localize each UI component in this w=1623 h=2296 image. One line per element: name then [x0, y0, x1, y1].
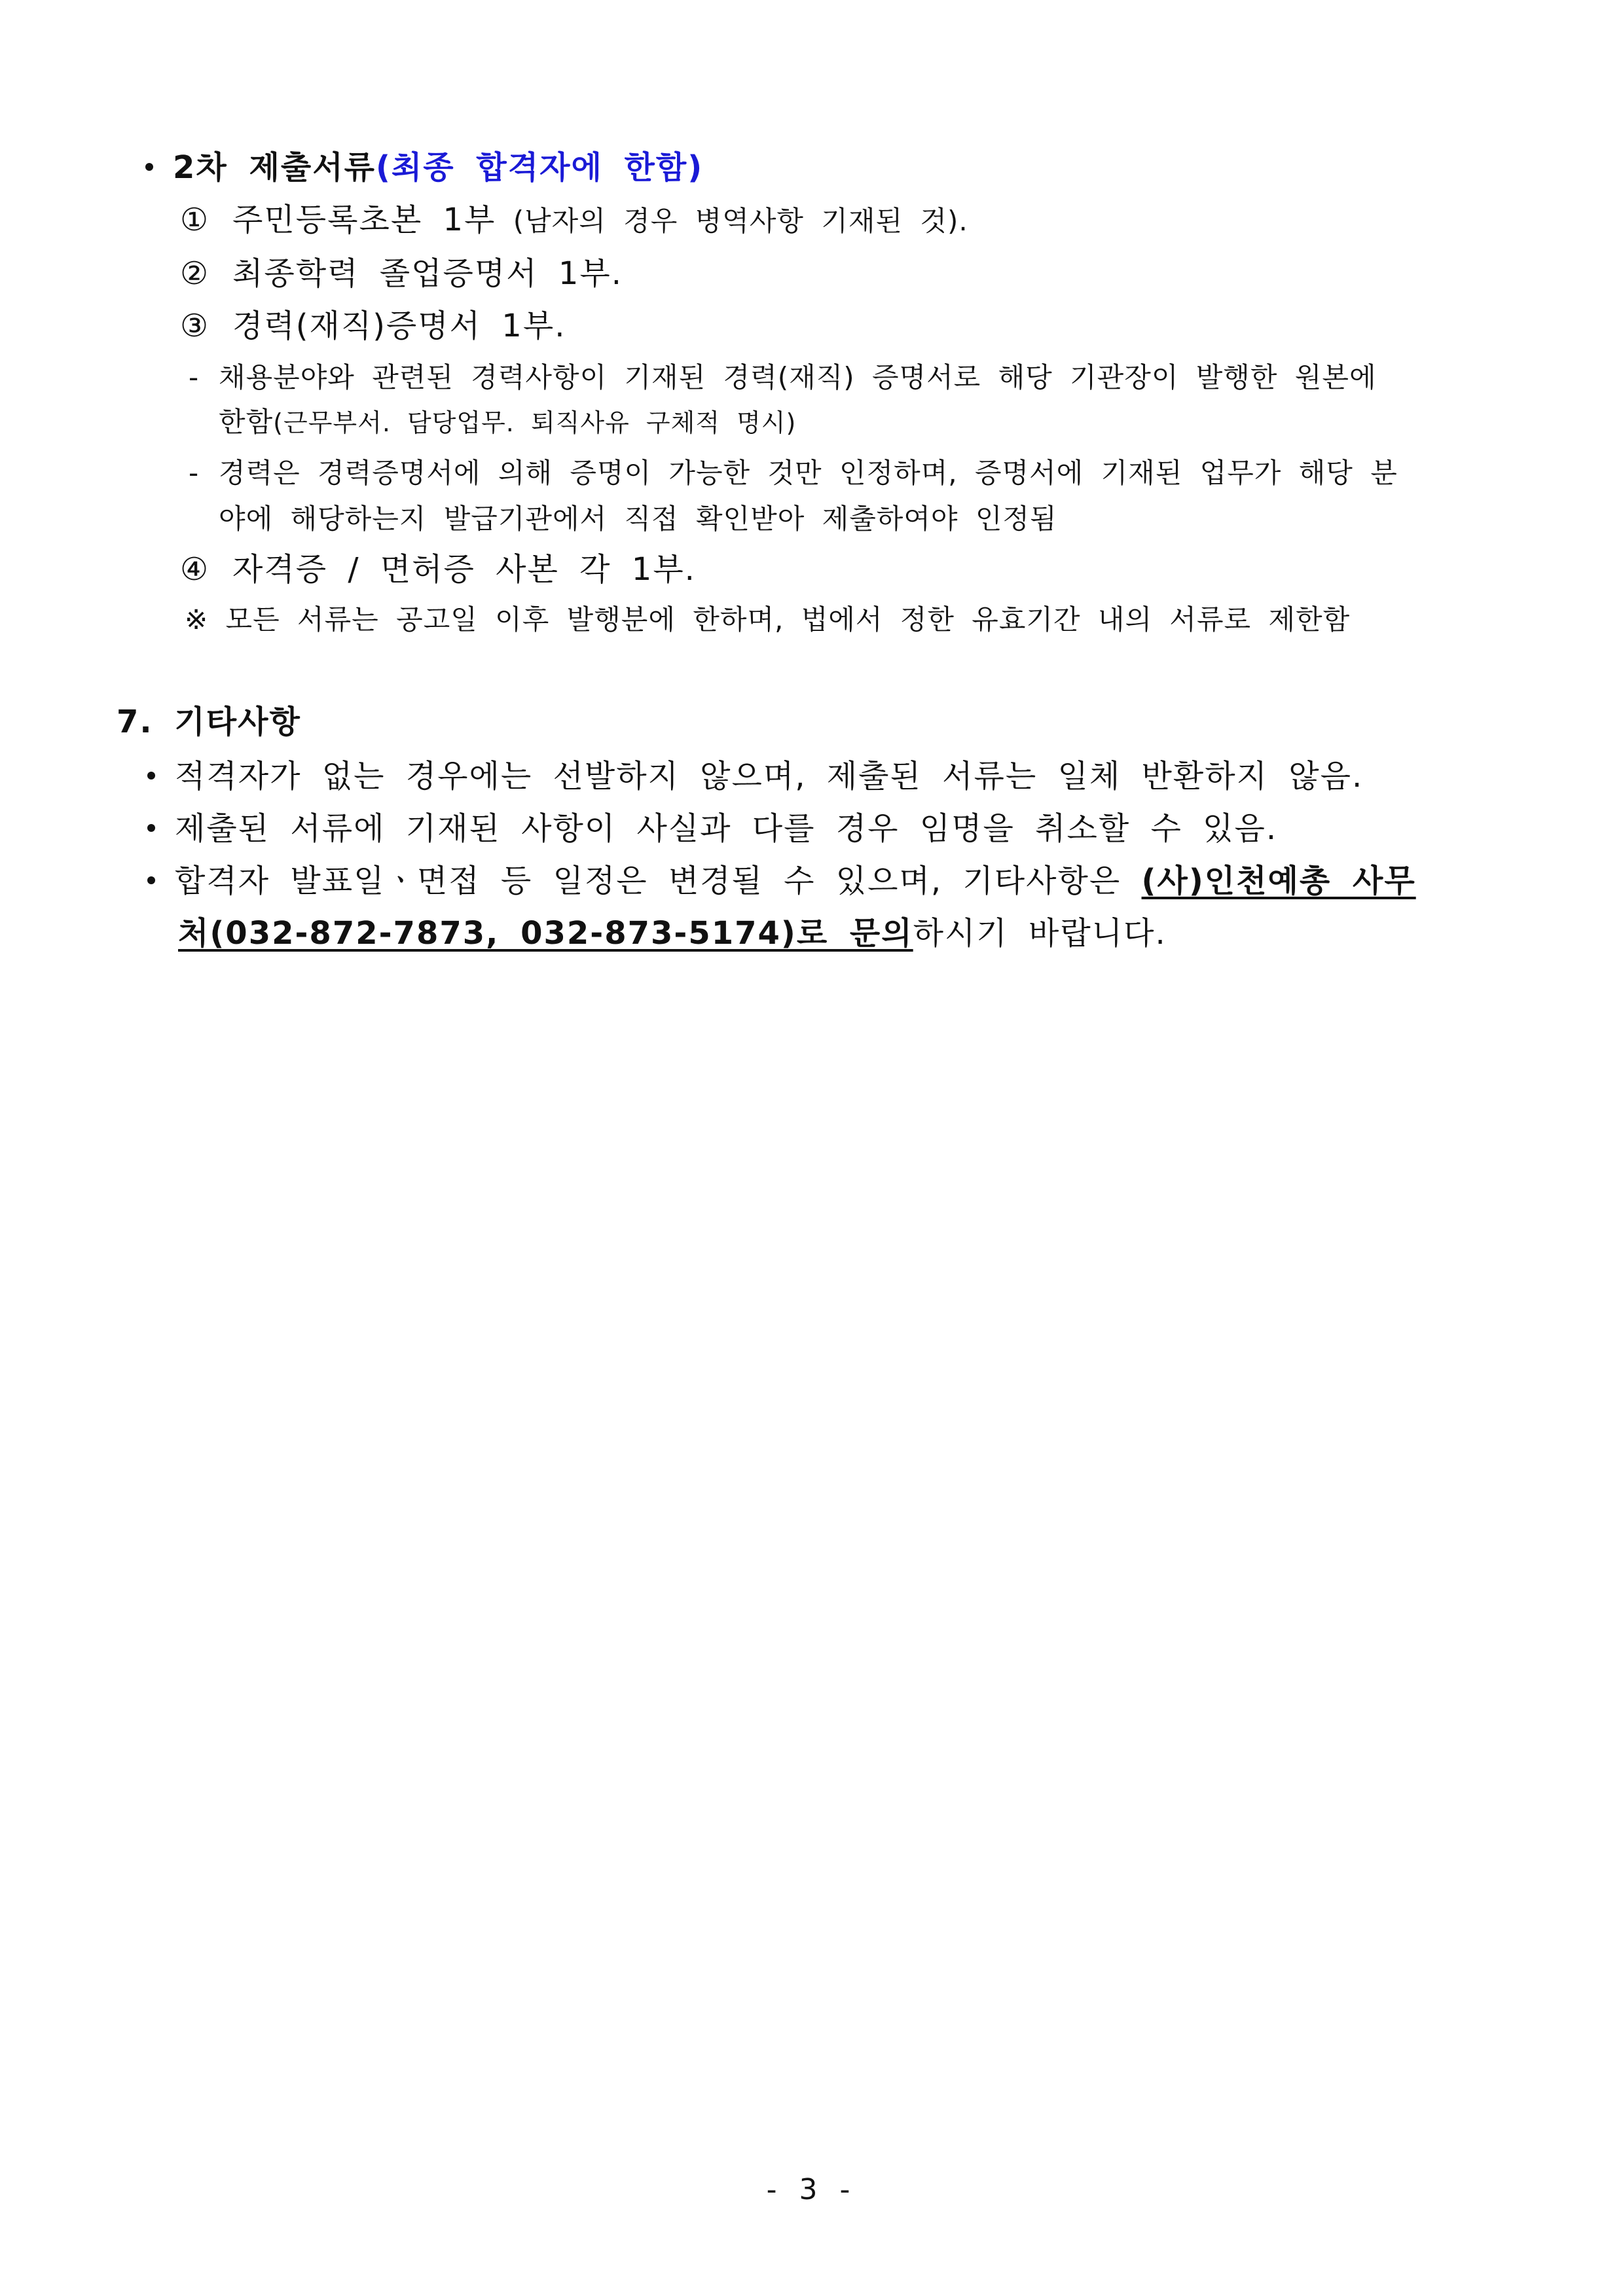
bullet-icon — [145, 163, 153, 171]
section-7-bullet-3-line2: 처(032-872-7873, 032-873-5174)로 문의하시기 바랍니다. — [178, 915, 1167, 952]
sub-item-1-line2: 한함(근무부서. 담당업무. 퇴직사유 구체적 명시) — [219, 406, 797, 438]
item-3: ③ 경력(재직)증명서 1부. — [180, 308, 566, 344]
section-7-bullet-1: 적격자가 없는 경우에는 선발하지 않으며, 제출된 서류는 일체 반환하지 않음. — [147, 758, 1363, 796]
bullet-icon — [147, 824, 155, 832]
contact-phone: 처(032-872-7873, 032-873-5174)로 문의 — [178, 915, 913, 952]
documents-heading — [145, 149, 703, 187]
documents-note: ※ 모든 서류는 공고일 이후 발행분에 한하며, 법에서 정한 유효기간 내의 서류로 제한함 — [185, 603, 1351, 636]
bullet-icon — [147, 772, 155, 780]
bullet-icon — [147, 876, 155, 884]
sub-item-2-line1: - 경력은 경력증명서에 의해 증명이 가능한 것만 인정하며, 증명서에 기재된 업무가 해당 분 — [189, 457, 1398, 489]
contact-office: (사)인천예총 사무 — [1141, 863, 1416, 899]
sub-item-1-line1: - 채용분야와 관련된 경력사항이 기재된 경력(재직) 증명서로 해당 기관장이 발행한 원본에 — [189, 361, 1377, 393]
item-1: ① 주민등록초본 1부 (남자의 경우 병역사항 기재된 것). — [180, 202, 968, 238]
item-2: ② 최종학력 졸업증명서 1부. — [180, 255, 623, 292]
sub-item-2-line2: 야에 해당하는지 발급기관에서 직접 확인받아 제출하여야 인정됨 — [219, 503, 1057, 535]
page-number: - 3 - — [766, 2173, 857, 2206]
heading-highlight: (최종 합격자에 한함) — [375, 149, 704, 186]
section-7-bullet-2: 제출된 서류에 기재된 사항이 사실과 다를 경우 임명을 취소할 수 있음. — [147, 810, 1277, 848]
item-4: ④ 자격증 / 면허증 사본 각 1부. — [180, 551, 696, 588]
section-7-bullet-3-line1: 합격자 발표일ㆍ면접 등 일정은 변경될 수 있으며, 기타사항은 (사)인천예총 사무 — [147, 863, 1416, 901]
section-7-heading: 7. 기타사항 — [117, 704, 301, 740]
heading-prefix: 2차 제출서류 — [173, 149, 376, 186]
